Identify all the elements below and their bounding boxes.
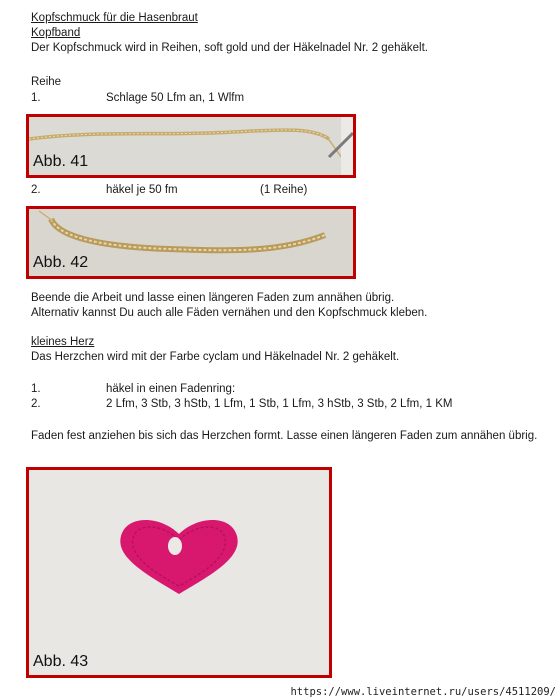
heart-step-1-number: 1.	[31, 383, 41, 395]
finish-text-2: Alternativ kannst Du auch alle Fäden vernähen und den Kopfschmuck kleben.	[31, 307, 428, 319]
heart-intro-text: Das Herzchen wird mit der Farbe cyclam und Häkelnadel Nr. 2 gehäkelt.	[31, 351, 400, 363]
figure-41-label: Abb. 41	[33, 153, 89, 170]
figure-42-label: Abb. 42	[33, 254, 89, 271]
rows-label: Reihe	[31, 76, 62, 88]
page-title: Kopfschmuck für die Hasenbraut	[31, 12, 198, 24]
section-title-kopfband: Kopfband	[31, 27, 81, 39]
heart-step-1-text: häkel in einen Fadenring:	[106, 383, 236, 395]
step-1-text: Schlage 50 Lfm an, 1 Wlfm	[106, 92, 245, 104]
step-1-number: 1.	[31, 92, 41, 104]
step-2-note: (1 Reihe)	[260, 184, 308, 196]
intro-text: Der Kopfschmuck wird in Reihen, soft gold und der Häkelnadel Nr. 2 gehäkelt.	[31, 42, 428, 54]
heart-closing-text: Faden fest anziehen bis sich das Herzchen formt. Lasse einen längeren Faden zum annähen übrig.	[31, 430, 538, 442]
figure-41-photo	[26, 114, 356, 178]
source-watermark: https://www.liveinternet.ru/users/4511209/	[290, 686, 556, 698]
figure-42-photo	[26, 206, 356, 279]
figure-43-label: Abb. 43	[33, 653, 89, 670]
section-title-heart: kleines Herz	[31, 336, 95, 348]
heart-step-2-text: 2 Lfm, 3 Stb, 3 hStb, 1 Lfm, 1 Stb, 1 Lfm, 3 hStb, 3 Stb, 2 Lfm, 1 KM	[106, 398, 453, 410]
figure-43-photo	[26, 467, 332, 678]
step-2-text: häkel je 50 fm	[106, 184, 178, 196]
step-2-number: 2.	[31, 184, 41, 196]
heart-step-2-number: 2.	[31, 398, 41, 410]
finish-text-1: Beende die Arbeit und lasse einen längeren Faden zum annähen übrig.	[31, 292, 395, 304]
